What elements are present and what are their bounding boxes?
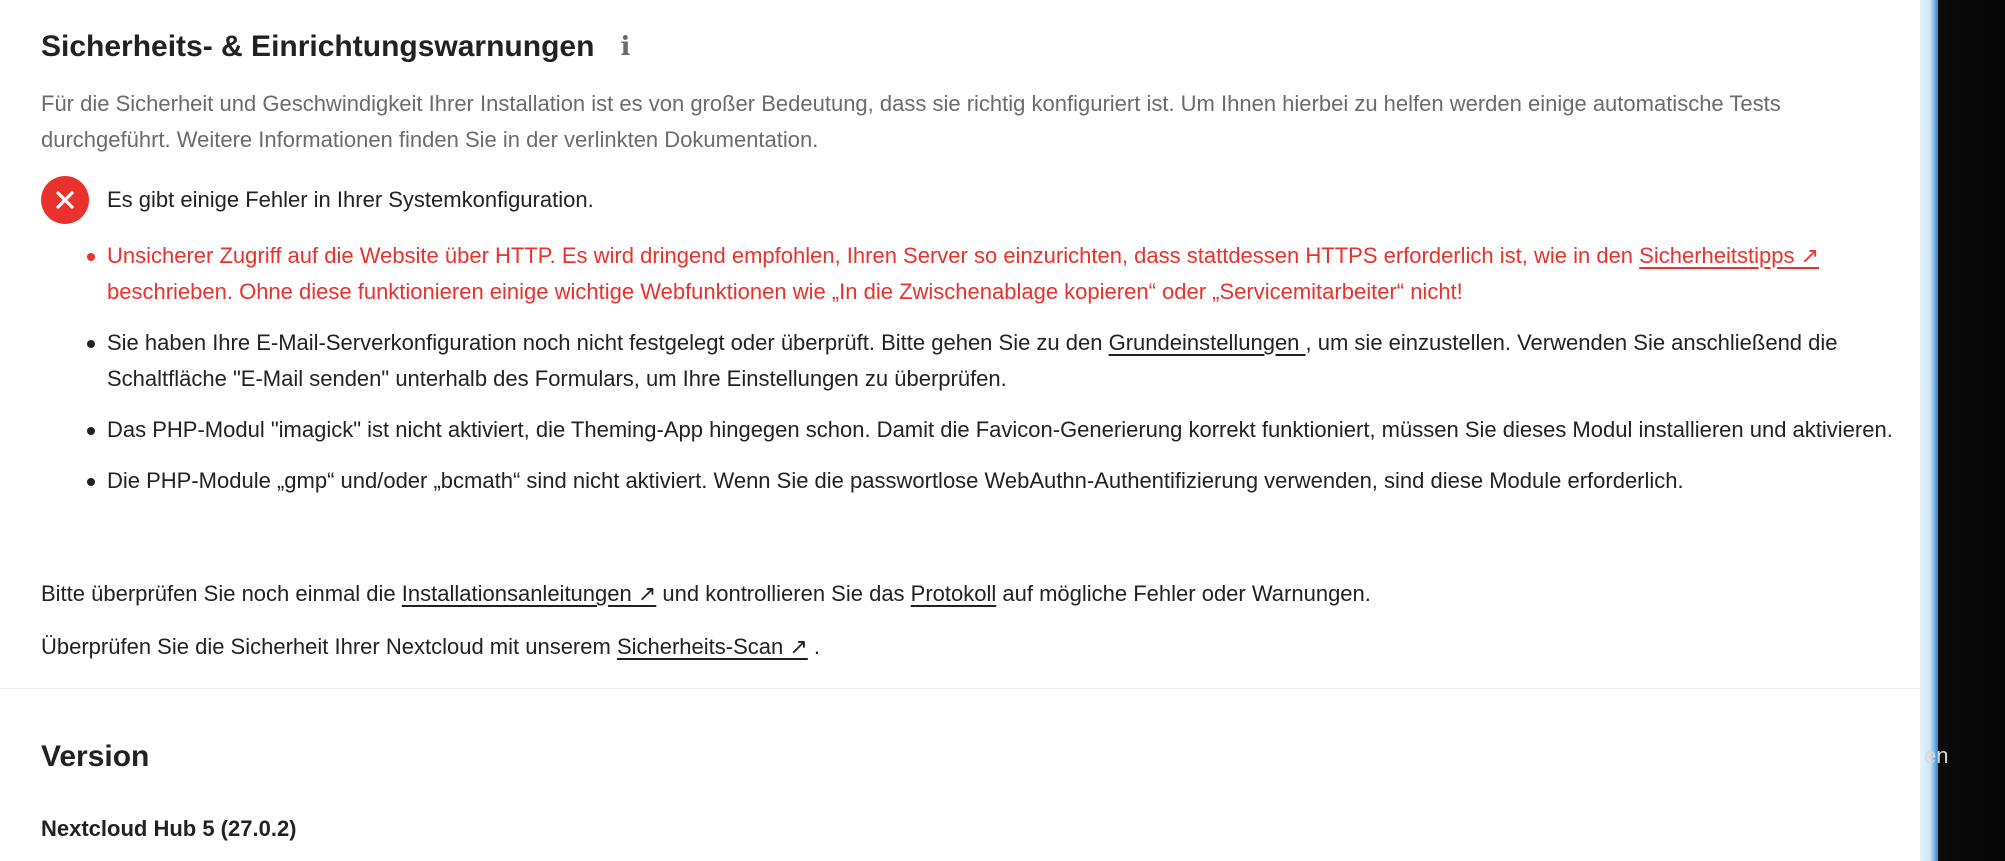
security-scan-link[interactable]: Sicherheits-Scan ↗: [616, 634, 808, 659]
issue-email: [107, 325, 1920, 397]
section-divider: [0, 688, 1920, 689]
version-title: Version: [41, 740, 150, 773]
scan-text-1: Überprüfen Sie die Sicherheit Ihrer Nextcloud mit unserem: [41, 634, 617, 659]
issue-imagick: Das PHP-Modul "imagick" ist nicht aktiviert, die Theming-App hingegen schon. Damit die Favicon-Generierung korrekt funktioniert, müssen Sie dieses Modul installieren und aktivieren.: [107, 412, 1920, 448]
info-icon[interactable]: i: [620, 32, 631, 62]
basic-settings-link[interactable]: Grundeinstellungen: [1108, 330, 1306, 355]
issue-https-text-before: Unsicherer Zugriff auf die Website über HTTP. Es wird dringend empfohlen, Ihren Server so einzurichten, dass stattdessen HTTPS erforderlich ist, wie in den: [107, 243, 1640, 268]
security-title: Sicherheits- & Einrichtungswarnungen: [41, 30, 595, 63]
error-summary-text: Es gibt einige Fehler in Ihrer Systemkonfiguration.: [107, 187, 594, 212]
security-header: [41, 30, 634, 64]
issue-email-text-after: , um sie einzustellen. Verwenden Sie anschließend die Schaltfläche "E-Mail senden" unterhalb des Formulars, um Ihre Einstellungen zu überprüfen.: [107, 330, 1838, 391]
error-circle-icon: [41, 176, 89, 224]
issue-https-text-after: beschrieben. Ohne diese funktionieren einige wichtige Webfunktionen wie „In die Zwischenablage kopieren“ oder „Servicemitarbeiter“ nicht!: [107, 279, 1463, 304]
issue-https: [107, 238, 1920, 310]
issues-list: [41, 238, 1920, 514]
security-tips-link[interactable]: Sicherheitstipps ↗: [1639, 243, 1820, 268]
scan-text-2: .: [813, 634, 821, 659]
check-docs-paragraph: [41, 576, 1871, 612]
log-link[interactable]: Protokoll: [910, 581, 997, 606]
error-summary-row: [41, 176, 594, 224]
installation-guides-link[interactable]: Installationsanleitungen ↗: [401, 581, 657, 606]
check-docs-text-1: Bitte überprüfen Sie noch einmal die: [41, 581, 402, 606]
issue-gmp-bcmath: Die PHP-Module „gmp“ und/oder „bcmath“ sind nicht aktiviert. Wenn Sie die passwortlose WebAuthn-Authentifizierung verwenden, sind diese Module erforderlich.: [107, 463, 1920, 499]
security-intro: Für die Sicherheit und Geschwindigkeit Ihrer Installation ist es von großer Bedeutung, dass sie richtig konfiguriert ist. Um Ihnen hierbei zu helfen werden einige automatische Tests durchgeführt. Weitere Informationen finden Sie in der verlinkten Dokumentation.: [41, 91, 1781, 152]
check-docs-text-2: und kontrollieren Sie das: [662, 581, 911, 606]
background-window-edge: [1920, 0, 2005, 861]
version-value: Nextcloud Hub 5 (27.0.2): [41, 816, 297, 841]
background-partial-label: en: [1924, 743, 1949, 768]
security-scan-paragraph: [41, 629, 1871, 665]
check-docs-text-3: auf mögliche Fehler oder Warnungen.: [1002, 581, 1371, 606]
issue-email-text-before: Sie haben Ihre E-Mail-Serverkonfiguration noch nicht festgelegt oder überprüft. Bitte gehen Sie zu den: [107, 330, 1109, 355]
